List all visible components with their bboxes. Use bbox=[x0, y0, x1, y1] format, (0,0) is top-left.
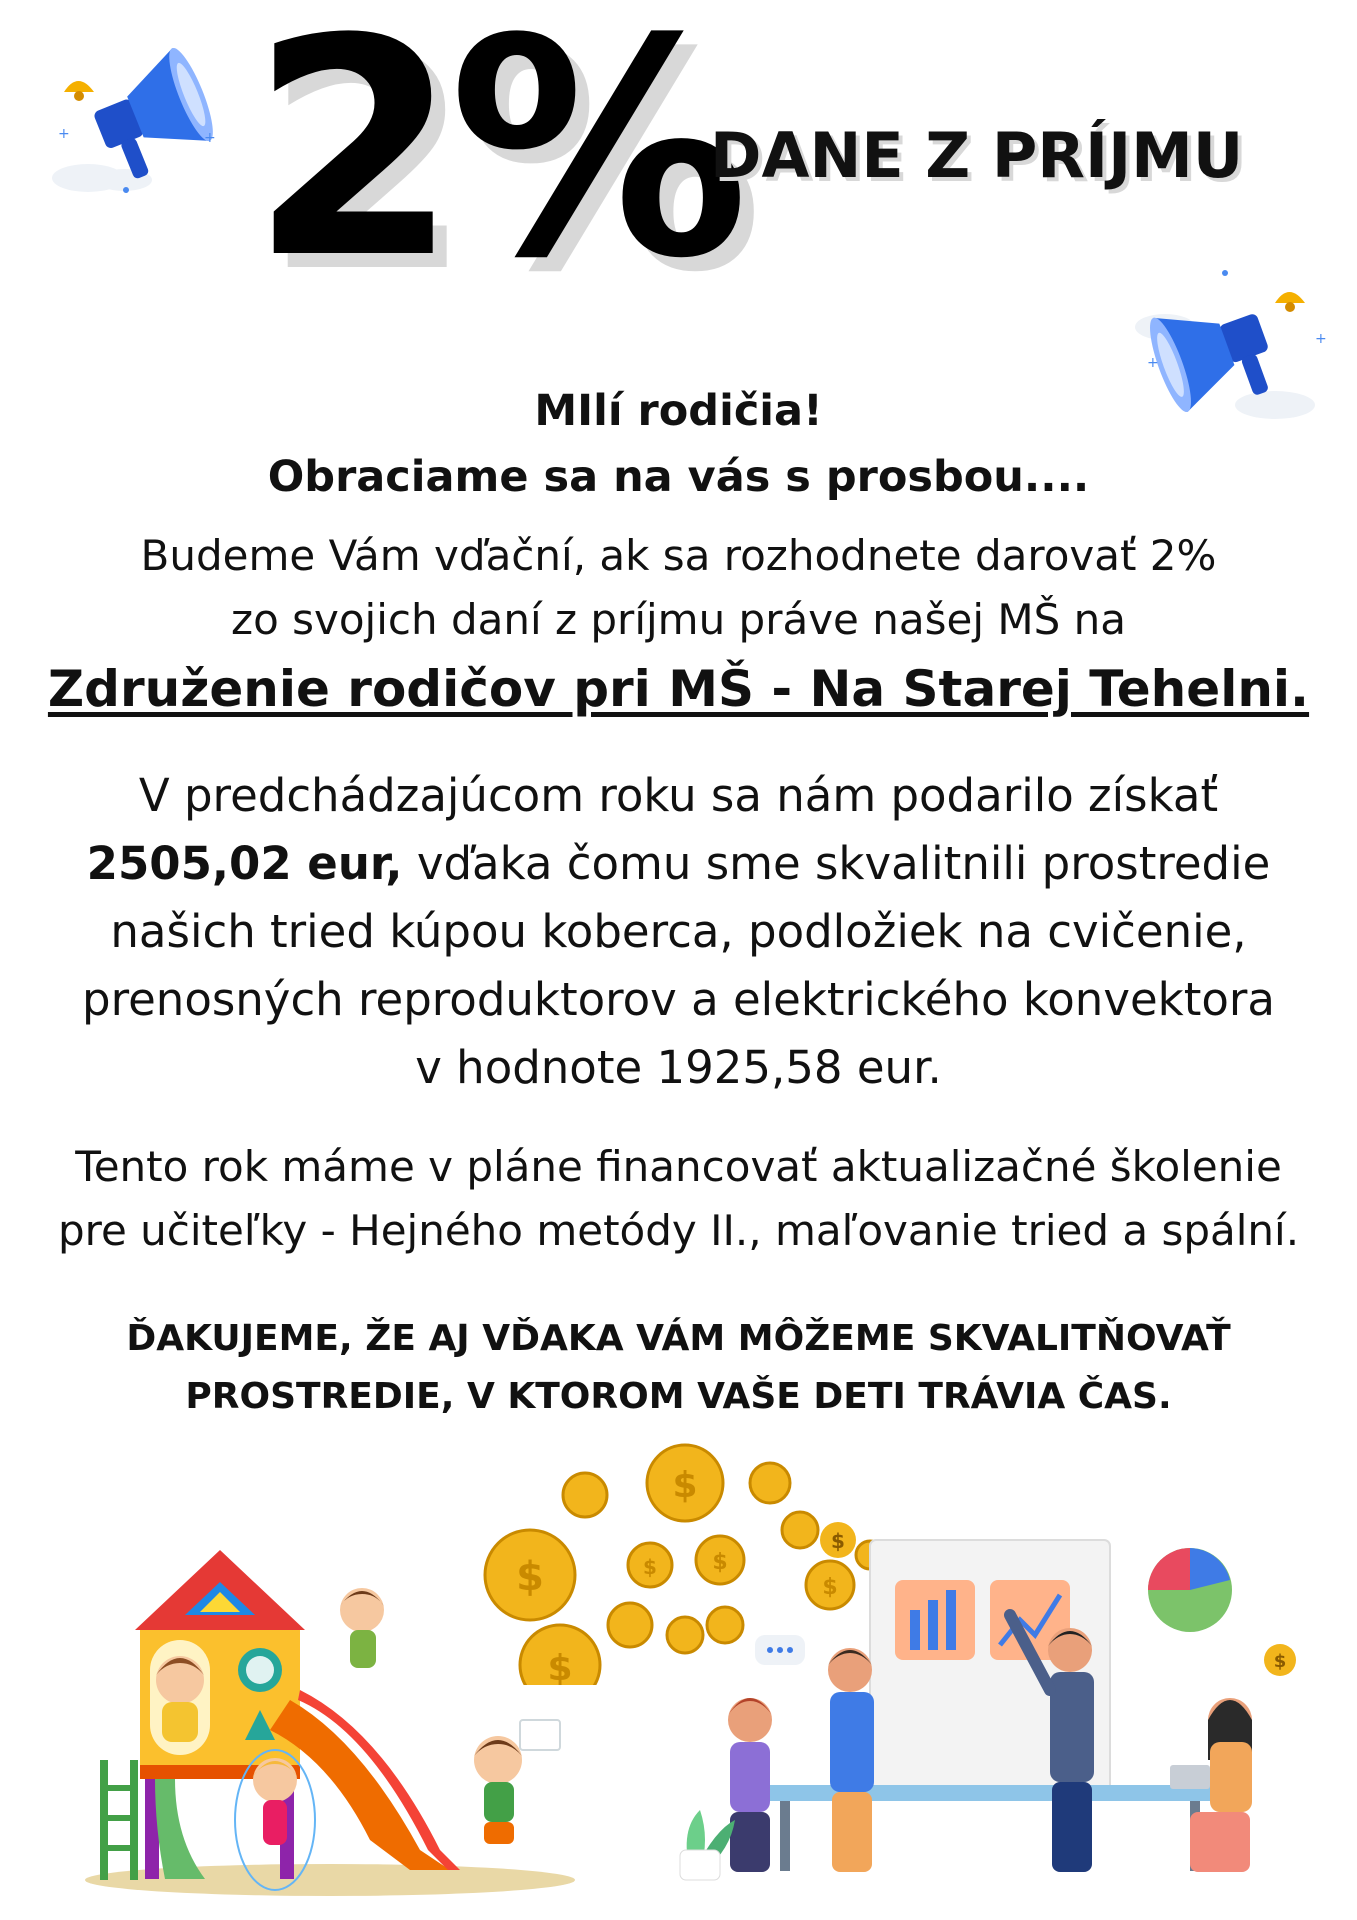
svg-text:$: $ bbox=[672, 1465, 698, 1506]
thanks-line-2: PROSTREDIE, V KTOROM VAŠE DETI TRÁVIA ČAS. bbox=[185, 1376, 1172, 1417]
previous-year-line-1: V predchádzajúcom roku sa nám podarilo získať bbox=[138, 769, 1219, 822]
thanks-line-1: ĎAKUJEME, ŽE AJ VĎAKA VÁM MÔŽEME SKVALITŇOVAŤ bbox=[126, 1318, 1231, 1359]
previous-year-paragraph bbox=[40, 762, 1317, 1102]
intro-line-1: Budeme Vám vďační, ak sa rozhodnete darovať 2% bbox=[140, 531, 1217, 580]
svg-text:+: + bbox=[1315, 331, 1327, 347]
previous-year-line-2 bbox=[40, 830, 1317, 898]
previous-year-amount: 2505,02 eur, bbox=[86, 837, 403, 890]
svg-text:$: $ bbox=[831, 1529, 845, 1553]
svg-text:$: $ bbox=[516, 1554, 544, 1600]
previous-year-line-4: prenosných reproduktorov a elektrického konvektora bbox=[82, 973, 1275, 1026]
svg-text:$: $ bbox=[547, 1648, 573, 1685]
this-year-line-2: pre učiteľky - Hejného metódy II., maľovanie tried a spální. bbox=[57, 1206, 1300, 1255]
megaphone-icon-left bbox=[28, 30, 228, 200]
previous-year-line-2-rest: vďaka čomu sme skvalitnili prostredie bbox=[402, 837, 1271, 890]
headline-subtitle: DANE Z PRÍJMU bbox=[710, 119, 1244, 192]
this-year-paragraph bbox=[30, 1135, 1327, 1263]
this-year-line-1: Tento rok máme v pláne financovať aktualizačné školenie bbox=[75, 1142, 1282, 1191]
greeting-line-1: MIlí rodičia! bbox=[534, 386, 823, 436]
previous-year-line-3: našich tried kúpou koberca, podložiek na cvičenie, bbox=[110, 905, 1247, 958]
greeting bbox=[0, 378, 1357, 510]
greeting-line-2: Obraciame sa na vás s prosbou.... bbox=[267, 452, 1090, 502]
association-name: Združenie rodičov pri MŠ - Na Starej Tehelni. bbox=[47, 660, 1310, 718]
intro-line-2: zo svojich daní z príjmu práve našej MŠ na bbox=[231, 595, 1126, 644]
percent-headline: 2% bbox=[250, 0, 740, 324]
svg-text:$: $ bbox=[712, 1550, 728, 1575]
svg-text:+: + bbox=[204, 130, 216, 146]
svg-text:$: $ bbox=[1273, 1651, 1287, 1672]
intro-paragraph bbox=[0, 524, 1357, 652]
svg-text:+: + bbox=[58, 126, 70, 142]
thanks-message bbox=[60, 1310, 1297, 1426]
svg-text:$: $ bbox=[643, 1555, 657, 1579]
svg-text:+: + bbox=[1147, 355, 1159, 371]
team-meeting-illustration bbox=[670, 1510, 1310, 1890]
svg-text:$: $ bbox=[822, 1575, 838, 1600]
previous-year-line-5: v hodnote 1925,58 eur. bbox=[415, 1041, 942, 1094]
